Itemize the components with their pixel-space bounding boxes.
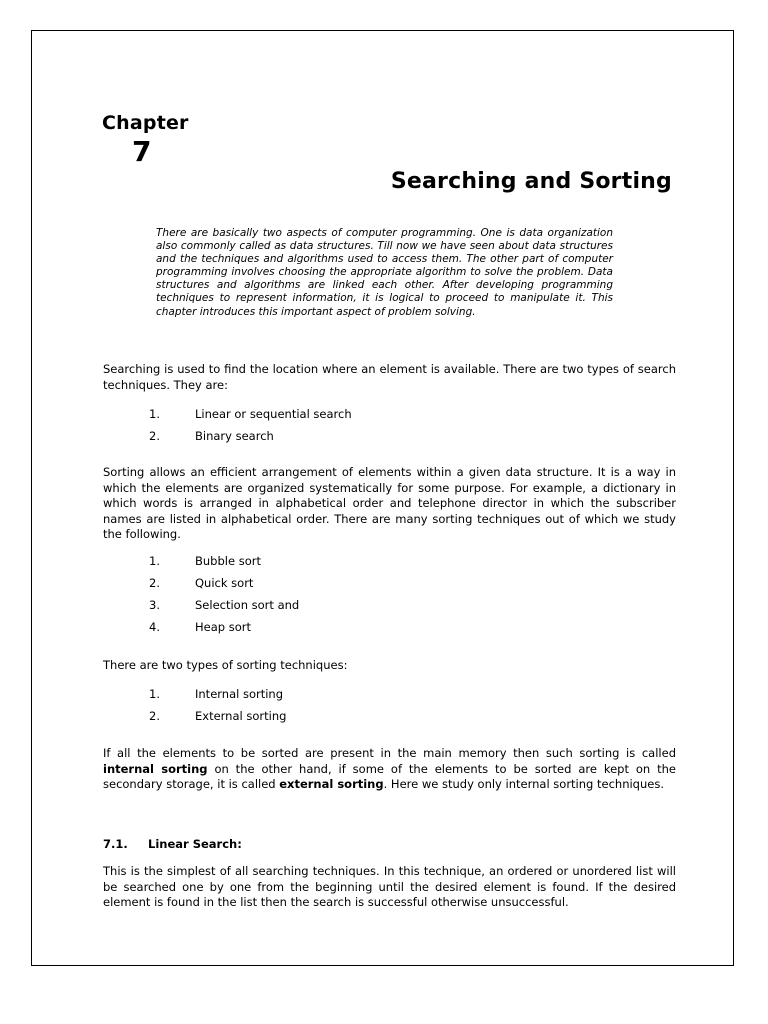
sorting-techniques-list	[149, 554, 299, 642]
sorting-types-list	[149, 687, 286, 731]
list-item-number: 2.	[149, 576, 160, 590]
list-item-text: External sorting	[195, 709, 287, 723]
list-item-text: Selection sort and	[195, 598, 300, 612]
document-page	[31, 30, 734, 966]
section-title: Linear Search:	[148, 837, 242, 851]
chapter-intro: There are basically two aspects of computer programming. One is data organization also commonly called as data structures. Till now we have seen about data structures and the techniques and algorithms used to access them. The other part of computer programming involves choosing the appropriate algorithm to solve the problem. Data structures and algorithms are linked each other. After developing programming techniques to represent information, it is logical to proceed to manipulate it. This chapter introduces this important aspect of problem solving.	[156, 227, 613, 318]
paragraph-text: on the other hand, if some of the elements to be sorted are kept on the secondary storage, it is called	[103, 761, 677, 791]
list-item	[149, 407, 352, 429]
list-item	[149, 687, 286, 709]
searching-paragraph: Searching is used to find the location where an element is available. There are two types of search techniques. They are:	[103, 362, 676, 392]
list-item-number: 2.	[149, 709, 160, 723]
internal-sorting-term: internal sorting	[103, 761, 208, 776]
list-item	[149, 709, 286, 731]
list-item-number: 1.	[149, 554, 160, 568]
list-item	[149, 554, 299, 576]
list-item	[149, 429, 352, 451]
list-item-text: Internal sorting	[195, 687, 284, 701]
paragraph-text: . Here we study only internal sorting techniques.	[383, 777, 664, 791]
list-item-text: Heap sort	[195, 620, 251, 634]
chapter-title: Searching and Sorting	[390, 169, 672, 194]
list-item-number: 2.	[149, 429, 160, 443]
paragraph-text: If all the elements to be sorted are present in the main memory then such sorting is called	[103, 746, 676, 760]
list-item-text: Quick sort	[195, 576, 254, 590]
internal-external-paragraph	[103, 746, 676, 793]
list-item	[149, 598, 299, 620]
list-item-number: 1.	[149, 407, 160, 421]
chapter-label: Chapter	[102, 112, 189, 134]
section-number: 7.1.	[103, 837, 128, 851]
list-item-number: 1.	[149, 687, 160, 701]
list-item-number: 3.	[149, 598, 160, 612]
list-item-number: 4.	[149, 620, 160, 634]
list-item-text: Bubble sort	[195, 554, 261, 568]
search-techniques-list	[149, 407, 352, 451]
section-heading	[103, 837, 242, 851]
chapter-number: 7	[132, 135, 152, 168]
linear-search-paragraph: This is the simplest of all searching techniques. In this technique, an ordered or unordered list will be searched one by one from the beginning until the desired element is found. If the desired element is found in the list then the search is successful otherwise unsuccessful.	[103, 864, 676, 909]
sorting-types-paragraph: There are two types of sorting techniques:	[103, 658, 348, 672]
list-item	[149, 620, 299, 642]
list-item-text: Linear or sequential search	[195, 407, 352, 421]
list-item	[149, 576, 299, 598]
external-sorting-term: external sorting	[279, 777, 384, 791]
sorting-paragraph: Sorting allows an efficient arrangement of elements within a given data structure. It is a way in which the elements are organized systematically for some purpose. For example, a dictionary in which words is arranged in alphabetical order and telephone director in which the subscriber names are listed in alphabetical order. There are many sorting techniques out of which we study the following.	[103, 465, 676, 541]
list-item-text: Binary search	[195, 429, 274, 443]
